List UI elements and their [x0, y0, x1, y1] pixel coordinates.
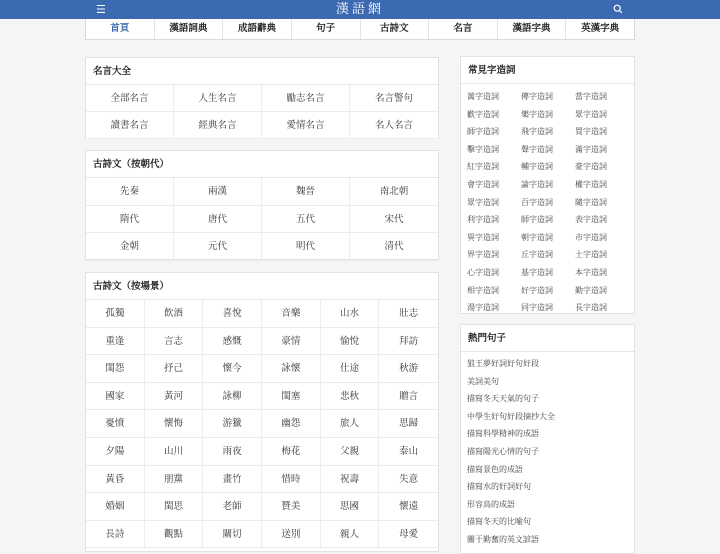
scene-link[interactable]: 梅花: [262, 438, 321, 466]
scene-link[interactable]: 旅人: [321, 410, 380, 438]
scene-link[interactable]: 感慨: [203, 328, 262, 356]
word-link[interactable]: 權字造詞: [575, 179, 607, 189]
scene-link[interactable]: 悲秋: [321, 383, 380, 411]
quotes-panel: [85, 57, 439, 139]
scene-link[interactable]: 仕途: [321, 355, 380, 383]
tab-classical-poetry[interactable]: 古詩文: [361, 19, 430, 39]
scene-link[interactable]: 閨怨: [86, 355, 145, 383]
hot-sentences-title: 熱門句子: [461, 325, 634, 352]
scene-grid: [86, 300, 438, 548]
sentence-link[interactable]: 關于勤奮的英文諺語: [467, 534, 539, 544]
dynasty-link[interactable]: 元代: [174, 233, 262, 261]
quotes-link[interactable]: 人生名言: [174, 85, 262, 112]
scene-link[interactable]: 祝壽: [321, 466, 380, 494]
word-link[interactable]: 市字造詞: [575, 232, 607, 242]
dynasty-grid: [86, 178, 438, 261]
word-link[interactable]: 界字造詞: [467, 250, 499, 260]
quotes-link[interactable]: 名言警句: [350, 85, 438, 112]
scene-link[interactable]: 山水: [321, 300, 380, 328]
scene-link[interactable]: 秋游: [379, 355, 438, 383]
word-link[interactable]: 會字造詞: [467, 179, 499, 189]
scene-link[interactable]: 抒己: [145, 355, 204, 383]
quotes-panel-title: 名言大全: [86, 58, 438, 85]
dynasty-link[interactable]: 魏晉: [262, 178, 350, 206]
sentence-link[interactable]: 描寫科學精神的成語: [467, 429, 539, 439]
word-link[interactable]: 買字造詞: [575, 127, 607, 137]
scene-panel: [85, 272, 439, 552]
scene-panel-title: 古詩文（按場景）: [86, 273, 438, 300]
sentence-link[interactable]: 形容鳥的成語: [467, 499, 515, 509]
scene-link[interactable]: 閨思: [145, 493, 204, 521]
scene-link[interactable]: 雨夜: [203, 438, 262, 466]
dynasty-link[interactable]: 金朝: [86, 233, 174, 261]
word-link[interactable]: 眾字造詞: [575, 109, 607, 119]
scene-link[interactable]: 親人: [321, 521, 380, 549]
scene-link[interactable]: 懷今: [203, 355, 262, 383]
sentence-link[interactable]: 描寫冬天天氣的句子: [467, 394, 539, 404]
word-link[interactable]: 勤字造詞: [575, 285, 607, 295]
word-link[interactable]: 利字造詞: [467, 215, 499, 225]
common-words-panel: [460, 56, 635, 314]
scene-link[interactable]: 朋黨: [145, 466, 204, 494]
word-link[interactable]: 聲字造詞: [521, 144, 553, 154]
sentence-link[interactable]: 描寫陽光心情的句子: [467, 446, 539, 456]
word-link[interactable]: 當字造詞: [575, 92, 607, 101]
scene-link[interactable]: 豪情: [262, 328, 321, 356]
site-title[interactable]: 漢語網: [335, 2, 384, 17]
word-link[interactable]: 百字造詞: [521, 197, 553, 207]
scene-link[interactable]: 喜悅: [203, 300, 262, 328]
scene-link[interactable]: 夕陽: [86, 438, 145, 466]
word-link[interactable]: 朝字造詞: [521, 232, 553, 242]
scene-link[interactable]: 重逢: [86, 328, 145, 356]
word-link[interactable]: 輔字造詞: [521, 162, 553, 172]
dynasty-link[interactable]: 隋代: [86, 206, 174, 234]
top-bar: [0, 0, 720, 19]
scene-link[interactable]: 黃河: [145, 383, 204, 411]
dynasty-link[interactable]: 兩漢: [174, 178, 262, 206]
word-link[interactable]: 長字造詞: [575, 303, 607, 313]
word-link[interactable]: 基字造詞: [521, 267, 553, 277]
tab-english-dictionary[interactable]: 英漢字典: [581, 23, 620, 34]
scene-link[interactable]: 泰山: [379, 438, 438, 466]
word-link[interactable]: 豪字造詞: [575, 162, 607, 172]
common-words-list: [461, 84, 634, 317]
scene-link[interactable]: 飲酒: [145, 300, 204, 328]
scene-link[interactable]: 山川: [145, 438, 204, 466]
quotes-grid: [86, 85, 438, 139]
scene-link[interactable]: 懷遠: [379, 493, 438, 521]
dynasty-panel: [85, 150, 439, 260]
scene-link[interactable]: 思國: [321, 493, 380, 521]
dynasty-link[interactable]: 清代: [350, 233, 438, 261]
word-link[interactable]: 心字造詞: [467, 267, 499, 277]
word-link[interactable]: 土字造詞: [575, 250, 607, 260]
scene-link[interactable]: 孤獨: [86, 300, 145, 328]
scene-link[interactable]: 詠柳: [203, 383, 262, 411]
dynasty-link[interactable]: 五代: [262, 206, 350, 234]
tab-home[interactable]: 首頁: [86, 19, 155, 39]
quotes-link[interactable]: 名人名言: [350, 112, 438, 139]
common-words-title: 常見字造詞: [461, 57, 634, 84]
scene-link[interactable]: 畫竹: [203, 466, 262, 494]
hot-sentences-list: [461, 352, 634, 549]
sentence-link[interactable]: 中學生好句好段摘抄大全: [467, 411, 555, 421]
word-link[interactable]: 師字造詞: [521, 215, 553, 225]
main-nav: [85, 19, 635, 40]
word-link[interactable]: 論字造詞: [521, 179, 553, 189]
scene-link[interactable]: 壯志: [379, 300, 438, 328]
dynasty-panel-title: 古詩文（按朝代）: [86, 151, 438, 178]
dynasty-link[interactable]: 先秦: [86, 178, 174, 206]
word-link[interactable]: 傳字造詞: [521, 92, 553, 101]
scene-link[interactable]: 憂憤: [86, 410, 145, 438]
word-link[interactable]: 好字造詞: [521, 285, 553, 295]
word-link[interactable]: 湯字造詞: [467, 303, 499, 313]
sentence-link[interactable]: 描寫冬天的比喻句: [467, 517, 531, 527]
scene-link[interactable]: 母愛: [379, 521, 438, 549]
scene-link[interactable]: 惜時: [262, 466, 321, 494]
search-icon[interactable]: [613, 4, 623, 14]
scene-link[interactable]: 拜訪: [379, 328, 438, 356]
scene-link[interactable]: 贈言: [379, 383, 438, 411]
quotes-link[interactable]: 全部名言: [86, 85, 174, 112]
word-link[interactable]: 擊字造詞: [467, 144, 499, 154]
scene-link[interactable]: 父親: [321, 438, 380, 466]
word-link[interactable]: 萬字造詞: [467, 92, 499, 101]
sentence-link[interactable]: 描寫水的好詞好句: [467, 482, 531, 492]
quotes-link[interactable]: 勵志名言: [262, 85, 350, 112]
scene-link[interactable]: 贊美: [262, 493, 321, 521]
dynasty-link[interactable]: 明代: [262, 233, 350, 261]
tab-chinese-dictionary[interactable]: 漢語詞典: [155, 19, 224, 39]
scene-link[interactable]: 思歸: [379, 410, 438, 438]
menu-icon[interactable]: ☰: [96, 3, 106, 16]
hot-sentences-panel: [460, 324, 635, 554]
scene-link[interactable]: 長詩: [86, 521, 145, 549]
scene-link[interactable]: 國家: [86, 383, 145, 411]
scene-link[interactable]: 失意: [379, 466, 438, 494]
word-link[interactable]: 丘字造詞: [521, 250, 553, 260]
scene-link[interactable]: 音樂: [262, 300, 321, 328]
quotes-link[interactable]: 讀書名言: [86, 112, 174, 139]
scene-link[interactable]: 閨塞: [262, 383, 321, 411]
scene-link[interactable]: 黃昏: [86, 466, 145, 494]
dynasty-link[interactable]: 南北朝: [350, 178, 438, 206]
quotes-link[interactable]: 愛情名言: [262, 112, 350, 139]
scene-link[interactable]: 老師: [203, 493, 262, 521]
scene-link[interactable]: 送別: [262, 521, 321, 549]
word-link[interactable]: 飛字造詞: [521, 127, 553, 137]
scene-link[interactable]: 游獵: [203, 410, 262, 438]
word-link[interactable]: 樂字造詞: [521, 109, 553, 119]
word-link[interactable]: 同字造詞: [521, 303, 553, 313]
scene-link[interactable]: 婚姻: [86, 493, 145, 521]
word-link[interactable]: 滿字造詞: [575, 144, 607, 154]
scene-link[interactable]: 言志: [145, 328, 204, 356]
scene-link[interactable]: 幽怨: [262, 410, 321, 438]
word-link[interactable]: 異字造詞: [467, 232, 499, 242]
word-link[interactable]: 紅字造詞: [467, 162, 499, 172]
sentence-link[interactable]: 美詞美句: [467, 376, 499, 386]
word-link[interactable]: 本字造詞: [575, 267, 607, 277]
sentence-link[interactable]: 描寫景色的成語: [467, 464, 523, 474]
tab-character-dictionary[interactable]: 漢語字典: [498, 19, 567, 39]
scene-link[interactable]: 關切: [203, 521, 262, 549]
word-link[interactable]: 師字造詞: [467, 127, 499, 137]
word-link[interactable]: 眾字造詞: [467, 197, 499, 207]
word-link[interactable]: 相字造詞: [467, 285, 499, 295]
word-link[interactable]: 表字造詞: [575, 215, 607, 225]
scene-link[interactable]: 愉悅: [321, 328, 380, 356]
scene-link[interactable]: 詠懷: [262, 355, 321, 383]
scene-link[interactable]: 觀點: [145, 521, 204, 549]
dynasty-link[interactable]: 唐代: [174, 206, 262, 234]
scene-link[interactable]: 懷悔: [145, 410, 204, 438]
word-link[interactable]: 歡字造詞: [467, 109, 499, 119]
tab-sentences[interactable]: 句子: [292, 19, 361, 39]
tab-idiom-dictionary[interactable]: 成語辭典: [223, 19, 292, 39]
sentence-link[interactable]: 狼王夢好詞好句好段: [467, 359, 539, 368]
dynasty-link[interactable]: 宋代: [350, 206, 438, 234]
tab-quotes[interactable]: 名言: [429, 19, 498, 39]
word-link[interactable]: 隨字造詞: [575, 197, 607, 207]
quotes-link[interactable]: 經典名言: [174, 112, 262, 139]
